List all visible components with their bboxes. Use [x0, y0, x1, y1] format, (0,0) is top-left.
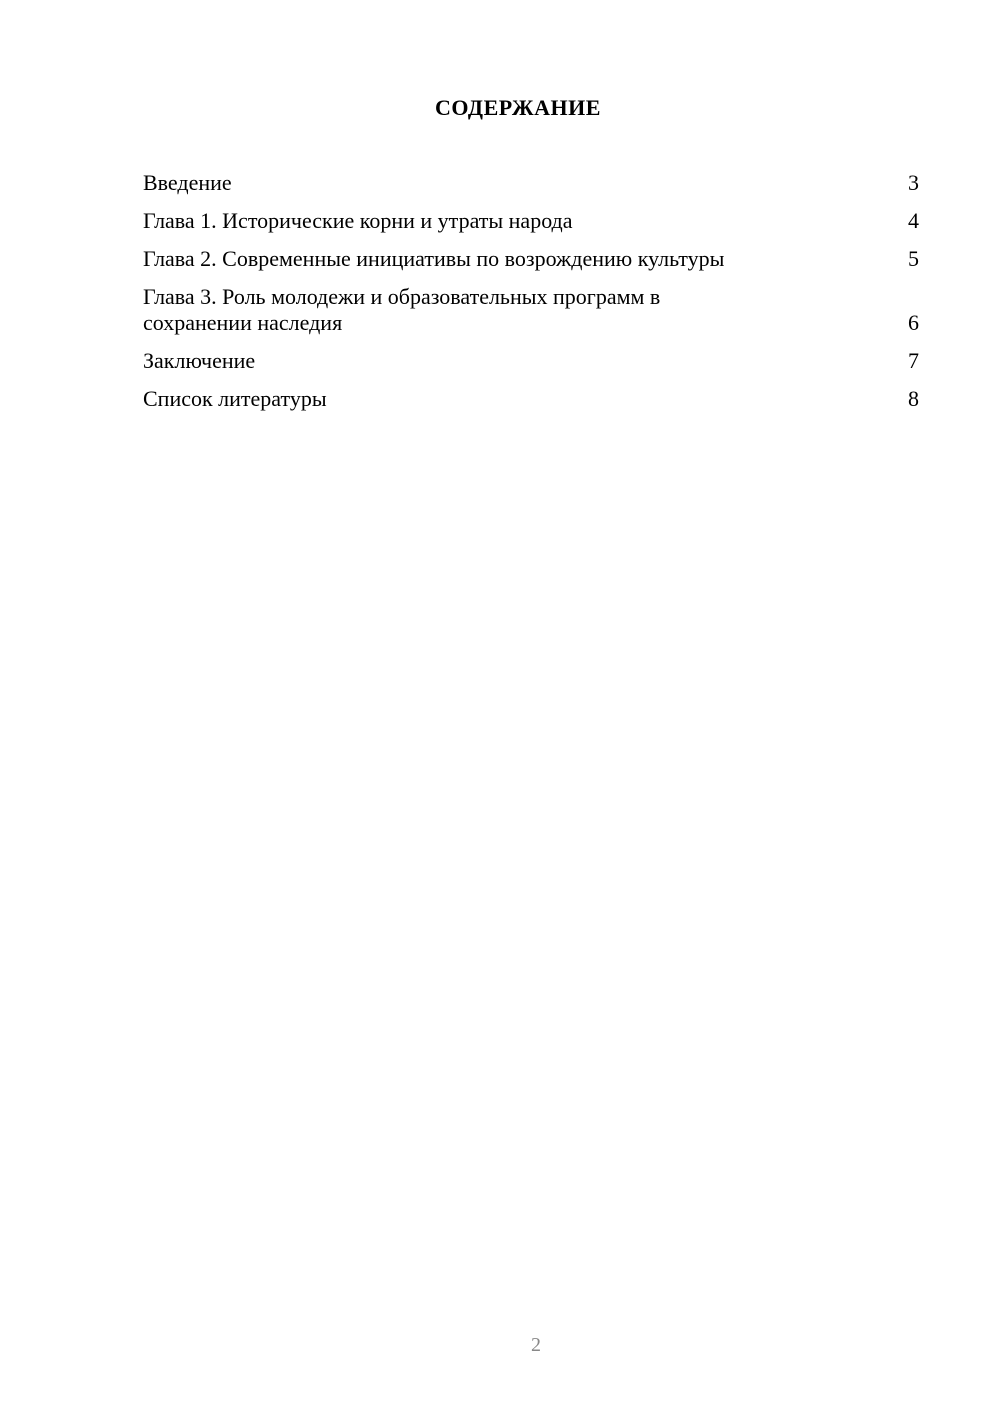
toc-entry-chapter-2[interactable] — [143, 246, 919, 272]
toc-entry-label: Список литературы — [143, 386, 327, 411]
toc-entry-label: Введение — [143, 170, 232, 195]
toc-entry-page: 4 — [908, 208, 919, 233]
page-title — [0, 95, 1000, 121]
table-of-contents — [143, 170, 919, 424]
toc-entry-label — [143, 284, 899, 336]
toc-entry-label: Заключение — [143, 348, 256, 373]
toc-entry-page: 3 — [908, 170, 919, 195]
toc-entry-conclusion[interactable] — [143, 348, 919, 374]
toc-entry-references[interactable] — [143, 386, 919, 412]
toc-entry-chapter-3[interactable] — [143, 284, 919, 336]
toc-entry-page: 7 — [908, 348, 919, 373]
toc-entry-label: Глава 1. Исторические корни и утраты народа — [143, 208, 573, 233]
toc-entry-label-line: Глава 3. Роль молодежи и образовательных программ в — [143, 284, 661, 309]
toc-entry-chapter-1[interactable] — [143, 208, 919, 234]
toc-entry-page: 8 — [908, 386, 919, 411]
toc-entry-introduction[interactable] — [143, 170, 919, 196]
toc-entry-page: 5 — [908, 246, 919, 271]
toc-entry-label: Глава 2. Современные инициативы по возрождению культуры — [143, 246, 725, 271]
toc-entry-page: 6 — [908, 310, 919, 335]
toc-entry-label-line: сохранении наследия — [143, 310, 343, 335]
page-number: 2 — [531, 1334, 541, 1356]
page-title-text: СОДЕРЖАНИЕ — [435, 95, 601, 120]
